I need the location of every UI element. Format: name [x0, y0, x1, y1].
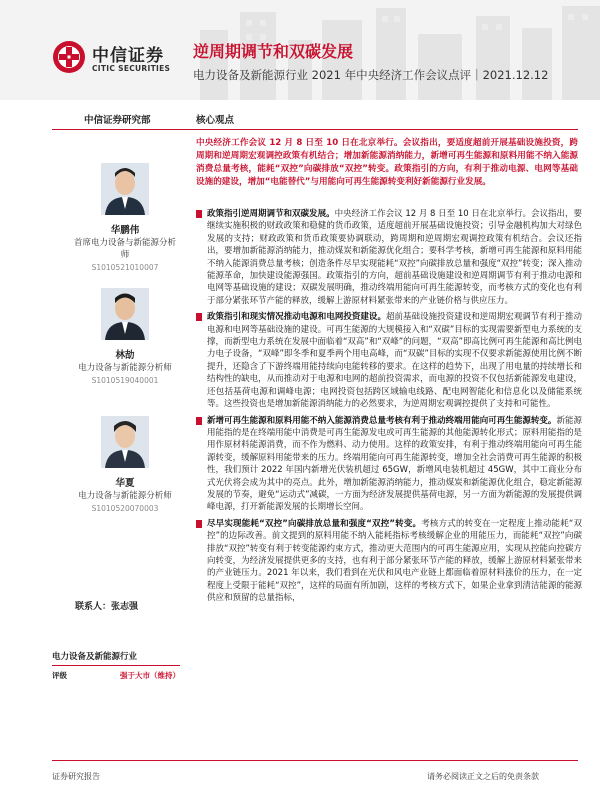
point-lead: 新增可再生能源和原料用能不纳入能源消费总量考核有利于推动终端用能向可再生能源转变。: [207, 415, 557, 426]
analyst-card: [70, 416, 180, 513]
report-header: [0, 0, 600, 100]
citic-logo-mark-icon: [52, 40, 86, 74]
header-divider: [52, 129, 578, 130]
analyst-photo-avatar: [101, 163, 149, 215]
red-square-bullet-icon: [196, 210, 202, 218]
contact-name: 张志强: [111, 602, 139, 612]
report-title: 逆周期调节和双碳发展: [193, 42, 354, 61]
analyst-photo-avatar: [101, 416, 149, 468]
footer-report-type: 证券研究报告: [52, 772, 100, 781]
red-square-bullet-icon: [196, 313, 202, 321]
contact-label: 联系人：: [75, 602, 112, 612]
point-body: 新能源用能指的是在终端用能中消费是可再生能源发电或可再生能源的其他能源转化形式；原料用能指的是用作原材料能源消费，而不作为燃料、动力使用。这样的政策安排，有利于推动终端用能向可再生能源转变，缓解原料用能带来的压力。终端用能向可再生能源转变，增加全社会消费可再生能源的积极性，我们预计 2022 年国内新增光伏装机超过 65GW，新增风电装机超过 45GW，其中工商业分布式光伏将会成为其中的亮点。此外，增加新能源消纳能力，推动煤炭和新能源优化组合，稳定新能源发展的节奏，避免“运动式”减碳，一方面为经济发展提供基荷电源，另一方面为新能源的发展提供调峰电源，打开新能源发展的长期增长空间。: [207, 415, 582, 513]
point-body: 中央经济工作会议 12 月 8 日至 10 日在北京举行。会议指出，要继续实施积极的财政政策和稳健的货币政策，适度超前开展基础设施投资；引导金融机构加大对绿色发展的支持；财政政策和货币政策要协调联动，跨周期和逆周期宏观调控政策有机结合。会议还指出，要增加新能源消纳能力，推动煤炭和新能源优化组合；要科学考核，新增可再生能源和原料用能不纳入能源消费总量考核；创造条件尽早实现能耗“双控”向碳排放总量和强度“双控”转变；深入推动能源革命，加快建设能源强国。政策指引的方向，超前基础设施建设和逆周期调节有利于推动电源和电网等基础设施的建设；双碳发展明确，推动终端用能向可再生能源转变，而考核方式的变化也有利于部分紧张环节产能的释放，缓解上游原材料紧张带来的产业链价格与供应压力。: [207, 209, 582, 306]
citic-logo: [52, 40, 182, 86]
footer-divider: [52, 760, 578, 761]
subtitle-separator: ｜: [471, 68, 483, 82]
analyst-card: [70, 163, 180, 272]
key-point: [196, 311, 582, 410]
analyst-license-id: S1010521010007: [91, 263, 159, 272]
analyst-title: 首席电力设备与新能源分析师: [73, 238, 176, 260]
analyst-title: 电力设备与新能源分析师: [78, 363, 172, 373]
key-points-list: [196, 208, 582, 609]
red-square-bullet-icon: [196, 520, 202, 528]
rating-value: 强于大市（维持）: [120, 671, 180, 680]
analyst-name: 林劼: [115, 350, 135, 361]
point-lead: 政策指引逆周期调节和双碳发展。: [207, 209, 335, 219]
red-square-bullet-icon: [196, 417, 202, 425]
key-point: [196, 415, 582, 514]
core-view-summary: 中央经济工作会议 12 月 8 日至 10 日在北京举行。会议指出，要适度超前开展基础设施投资，跨周期和逆周期宏观调控政策有机结合；增加新能源消纳能力，新增可再生能源和原料用能不纳入能源消费总量考核，能耗“双控”向碳排放“双控”转变。政策指引的方向，有利于推动电源、电网等基础设施的建设，增加“电能替代”与用能向可再生能源转变利好新能源行业发展。: [196, 138, 578, 187]
key-point: [196, 208, 582, 307]
analyst-name: 华鹏伟: [110, 225, 140, 236]
analyst-title: 电力设备与新能源分析师: [78, 491, 172, 501]
analyst-name: 华夏: [115, 478, 135, 489]
industry-rating-box: [52, 650, 180, 681]
point-body: 考核方式的转变在一定程度上推动能耗“双控”的边际改善。前文提到的原料用能不纳入能耗指标考核缓解企业的用能压力，而能耗“双控”向碳排放“双控”转变有利于转变能源约束方式，推动更大范围内的可再生能源应用，实现从控能向控碳方向转变，为经济发展提供更多的支持，也有利于部分紧张环节产能的释放，缓解上游原材料紧张带来的产业链压力。2021 年以来，我们看到在光伏和风电产业链上都面临着原材料涨价的压力，在一定程度上受限于能耗“双控”，这样的局面有所加剧，这样的考核方式下，如果企业拿到清洁能源的能源供应和预留的总量指标，: [207, 518, 582, 604]
logo-chinese-text: 中信证券: [92, 46, 164, 66]
key-point: [196, 518, 582, 605]
rating-row: [52, 670, 180, 681]
logo-english-text: CITIC SECURITIES: [92, 64, 171, 73]
report-date: 2021.12.12: [482, 68, 549, 82]
core-view-label: 核心观点: [196, 115, 235, 126]
industry-title: 电力设备及新能源行业: [52, 650, 180, 666]
point-body: 超前基础设施投资建设和逆周期宏观调节有利于推动电源和电网等基础设施的建设。可再生能源的大规模接入和“双碳”目标的实现需要新型电力系统的支撑，而新型电力系统在发展中面临着“双高”和“双峰”的问题，“双高”即高比例可再生能源和高比例电力电子设备，“双峰”即冬季和夏季两个用电高峰，而“双碳”目标的实现不仅要求新能源使用比例不断提升，还隐含了下游终端用能持续向电能转移的要求。在这样的趋势下，出现了用电量的持续增长和结构性的缺电，从而推动对于电源和电网的超前投资需求，而电源的投资不仅包括新能源发电建设，还包括基荷电源和调峰电源；电网投资包括跨区域输电线路、配电网智能化和信息化以及储能系统等。这些投资也是增加新能源消纳能力的必然要求，为逆周期宏观调控提供了支持和可能性。: [207, 312, 582, 410]
subtitle-text: 电力设备及新能源行业 2021 年中央经济工作会议点评: [193, 68, 472, 82]
analyst-license-id: S1010519040001: [91, 376, 159, 385]
research-dept-label: 中信证券研究部: [84, 115, 151, 126]
report-subtitle: [193, 67, 548, 83]
point-lead: 尽早实现能耗“双控”向碳排放总量和强度“双控”转变。: [207, 518, 422, 529]
point-lead: 政策指引和现实情况推动电源和电网投资建设。: [207, 312, 386, 323]
analyst-license-id: S1010520070003: [91, 504, 159, 513]
analyst-photo-avatar: [101, 288, 149, 340]
analyst-card: [70, 288, 180, 385]
footer-disclaimer-note: 请务必阅读正文之后的免责条款: [427, 772, 539, 781]
rating-label: 评级: [52, 671, 67, 680]
contact-person: [75, 599, 138, 612]
